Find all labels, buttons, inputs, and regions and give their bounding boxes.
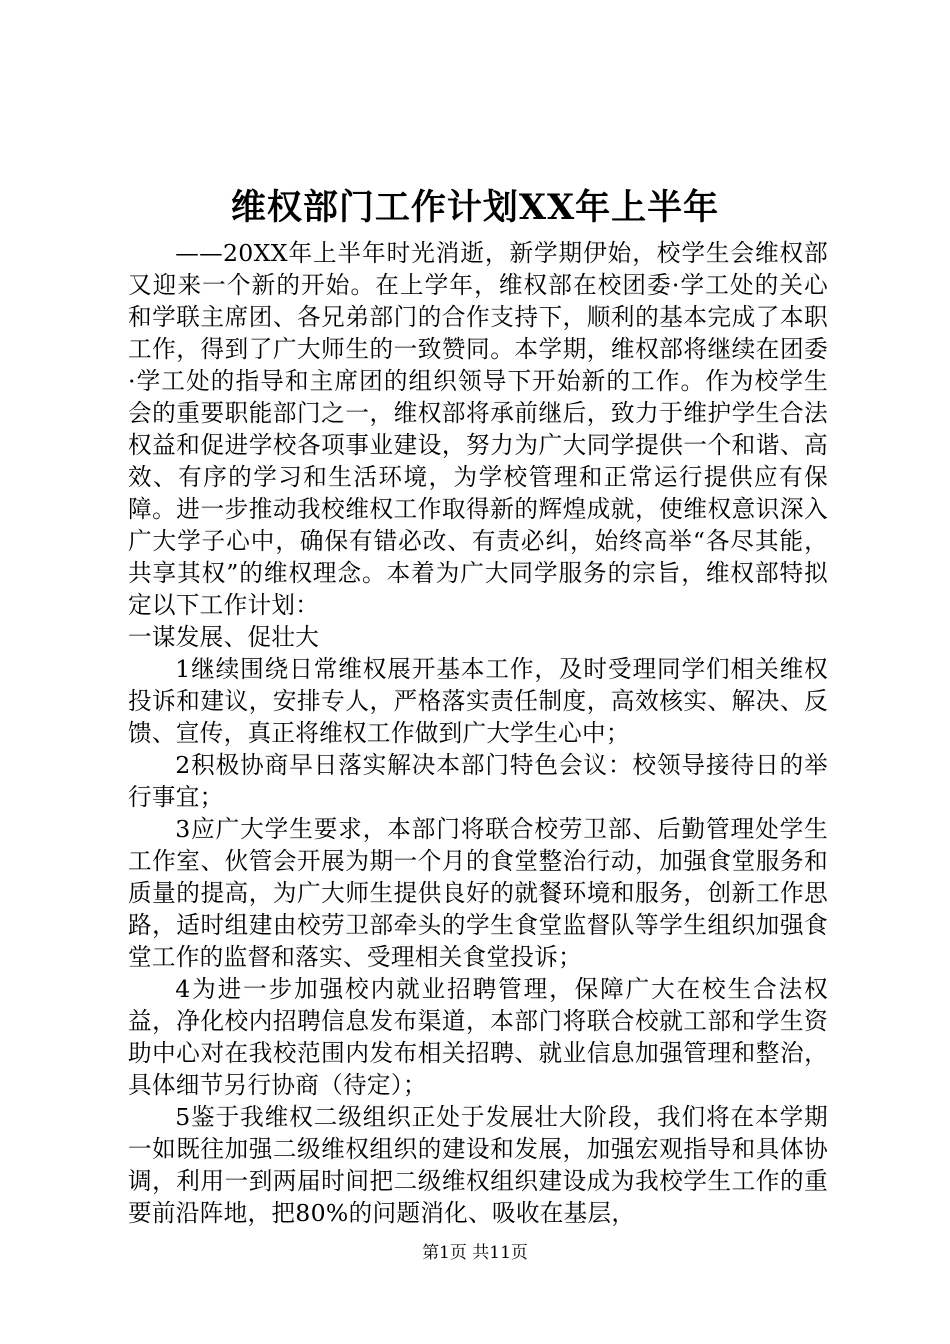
- page-number-footer: 第1页 共11页: [422, 1243, 528, 1263]
- list-item-2: 2积极协商早日落实解决本部门特色会议：校领导接待日的举行事宜；: [128, 751, 828, 811]
- list-item-1: 1继续围绕日常维权展开基本工作，及时受理同学们相关维权投诉和建议，安排专人，严格落实责任制度，高效核实、解决、反馈、宣传，真正将维权工作做到广大学生心中；: [128, 655, 828, 747]
- section-heading: 一谋发展、促壮大: [128, 623, 320, 651]
- list-item-5: 5鉴于我维权二级组织正处于发展壮大阶段，我们将在本学期一如既往加强二级维权组织的建设和发展，加强宏观指导和具体协调，利用一到两届时间把二级维权组织建设成为我校学生工作的重要前沿阵地，把80%的问题消化、吸收在基层，: [128, 1103, 828, 1227]
- intro-paragraph: ——20XX年上半年时光消逝，新学期伊始，校学生会维权部又迎来一个新的开始。在上学年，维权部在校团委·学工处的关心和学联主席团、各兄弟部门的合作支持下，顺利的基本完成了本职工作，得到了广大师生的一致赞同。本学期，维权部将继续在团委·学工处的指导和主席团的组织领导下开始新的工作。作为校学生会的重要职能部门之一，维权部将承前继后，致力于维护学生合法权益和促进学校各项事业建设，努力为广大同学提供一个和谐、高效、有序的学习和生活环境，为学校管理和正常运行提供应有保障。进一步推动我校维权工作取得新的辉煌成就，使维权意识深入广大学子心中，确保有错必改、有责必纠，始终高举“各尽其能，共享其权”的维权理念。本着为广大同学服务的宗旨，维权部特拟定以下工作计划：: [128, 239, 828, 619]
- document-body: [128, 237, 828, 1229]
- list-item-4: 4为进一步加强校内就业招聘管理，保障广大在校生合法权益，净化校内招聘信息发布渠道，本部门将联合校就工部和学生资助中心对在我校范围内发布相关招聘、就业信息加强管理和整治，具体细节另行协商（待定）；: [128, 975, 828, 1099]
- document-title: 维权部门工作计划XX年上半年: [230, 187, 720, 228]
- list-item-3: 3应广大学生要求，本部门将联合校劳卫部、后勤管理处学生工作室、伙管会开展为期一个月的食堂整治行动，加强食堂服务和质量的提高，为广大师生提供良好的就餐环境和服务，创新工作思路，适时组建由校劳卫部牵头的学生食堂监督队等学生组织加强食堂工作的监督和落实、受理相关食堂投诉；: [128, 815, 828, 971]
